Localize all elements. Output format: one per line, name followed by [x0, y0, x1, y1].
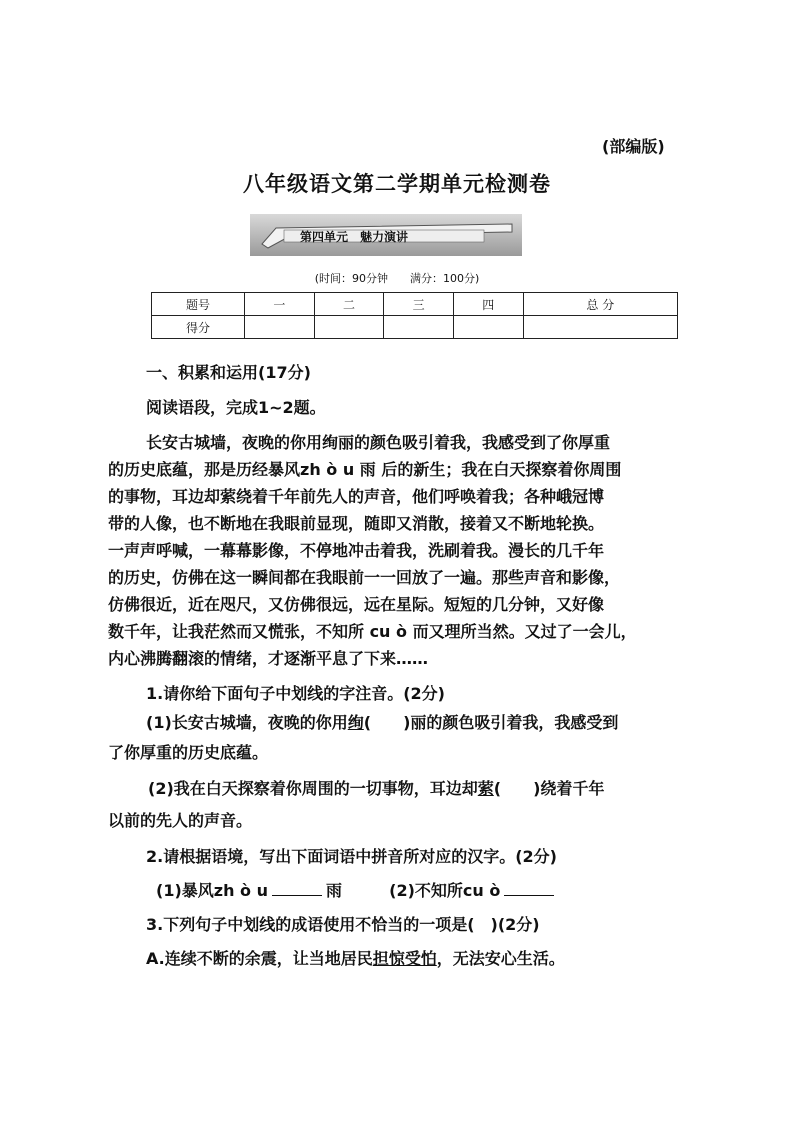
- question-stem: 3.下列句子中划线的成语使用不恰当的一项是( )(2分): [146, 915, 540, 934]
- question-item: (1)暴风zh ò u 雨 (2)不知所cu ò: [156, 878, 558, 901]
- score-table: [151, 292, 678, 339]
- table-row: [152, 316, 678, 339]
- table-cell: 一: [245, 293, 315, 316]
- passage-line: 的历史底蕴，那是历经暴风zh ò u 雨 后的新生；我在白天探察着你周围: [108, 460, 622, 479]
- edition-label: (部编版): [602, 137, 665, 156]
- unit-banner: [250, 214, 522, 256]
- passage-line: 带的人像，也不断地在我眼前显现，随即又消散，接着又不断地轮换。: [108, 514, 605, 533]
- banner-text: 第四单元 魅力演讲: [300, 230, 409, 244]
- passage-line: 数千年，让我茫然而又慌张，不知所 cu ò 而又理所当然。又过了一会儿，: [108, 622, 637, 641]
- question-item-cont: 了你厚重的历史底蕴。: [108, 743, 269, 762]
- score-input-cell[interactable]: [384, 316, 454, 339]
- passage-line: 的事物，耳边却萦绕着千年前先人的声音，他们呼唤着我；各种峨冠博: [108, 487, 605, 506]
- question-item: (2)我在白天探察着你周围的一切事物，耳边却萦( )绕着千年: [148, 779, 605, 798]
- question-stem: 1.请你给下面句子中划线的字注音。(2分): [146, 684, 445, 703]
- passage-line: 仿佛很近，近在咫尺，又仿佛很远，远在星际。短短的几分钟，又好像: [108, 595, 605, 614]
- exam-meta: (时间：90分钟 满分：100分): [314, 272, 480, 285]
- table-cell: 得分: [152, 316, 245, 339]
- answer-blank[interactable]: [272, 881, 322, 896]
- underlined-char: 萦: [477, 779, 494, 798]
- passage-line: 的历史，仿佛在这一瞬间都在我眼前一一回放了一遍。那些声音和影像，: [108, 568, 621, 587]
- table-cell: 三: [384, 293, 454, 316]
- underlined-idiom: 担惊受怕: [372, 949, 437, 968]
- passage-line: 一声声呼喊，一幕幕影像，不停地冲击着我，洗刷着我。漫长的几千年: [108, 541, 605, 560]
- table-cell: 四: [453, 293, 523, 316]
- underlined-char: 绚: [347, 713, 364, 732]
- question-option: A.连续不断的余震，让当地居民担惊受怕，无法安心生活。: [146, 949, 565, 968]
- score-input-cell[interactable]: [245, 316, 315, 339]
- section-heading: 一、积累和运用(17分): [146, 363, 311, 382]
- table-cell: 题号: [152, 293, 245, 316]
- question-stem: 2.请根据语境，写出下面词语中拼音所对应的汉字。(2分): [146, 847, 557, 866]
- score-input-cell[interactable]: [523, 316, 677, 339]
- question-item: (1)长安古城墙，夜晚的你用绚( )丽的颜色吸引着我，我感受到: [146, 713, 619, 732]
- page-title: 八年级语文第二学期单元检测卷: [243, 172, 551, 196]
- answer-blank[interactable]: [504, 881, 554, 896]
- passage-line: 长安古城墙，夜晚的你用绚丽的颜色吸引着我，我感受到了你厚重: [146, 433, 611, 452]
- score-input-cell[interactable]: [453, 316, 523, 339]
- score-input-cell[interactable]: [314, 316, 384, 339]
- section-intro: 阅读语段，完成1~2题。: [146, 398, 326, 417]
- question-item-cont: 以前的先人的声音。: [108, 811, 253, 830]
- passage-line: 内心沸腾翻滚的情绪，才逐渐平息了下来……: [108, 649, 429, 668]
- table-row: [152, 293, 678, 316]
- table-cell: 二: [314, 293, 384, 316]
- table-cell: 总 分: [523, 293, 677, 316]
